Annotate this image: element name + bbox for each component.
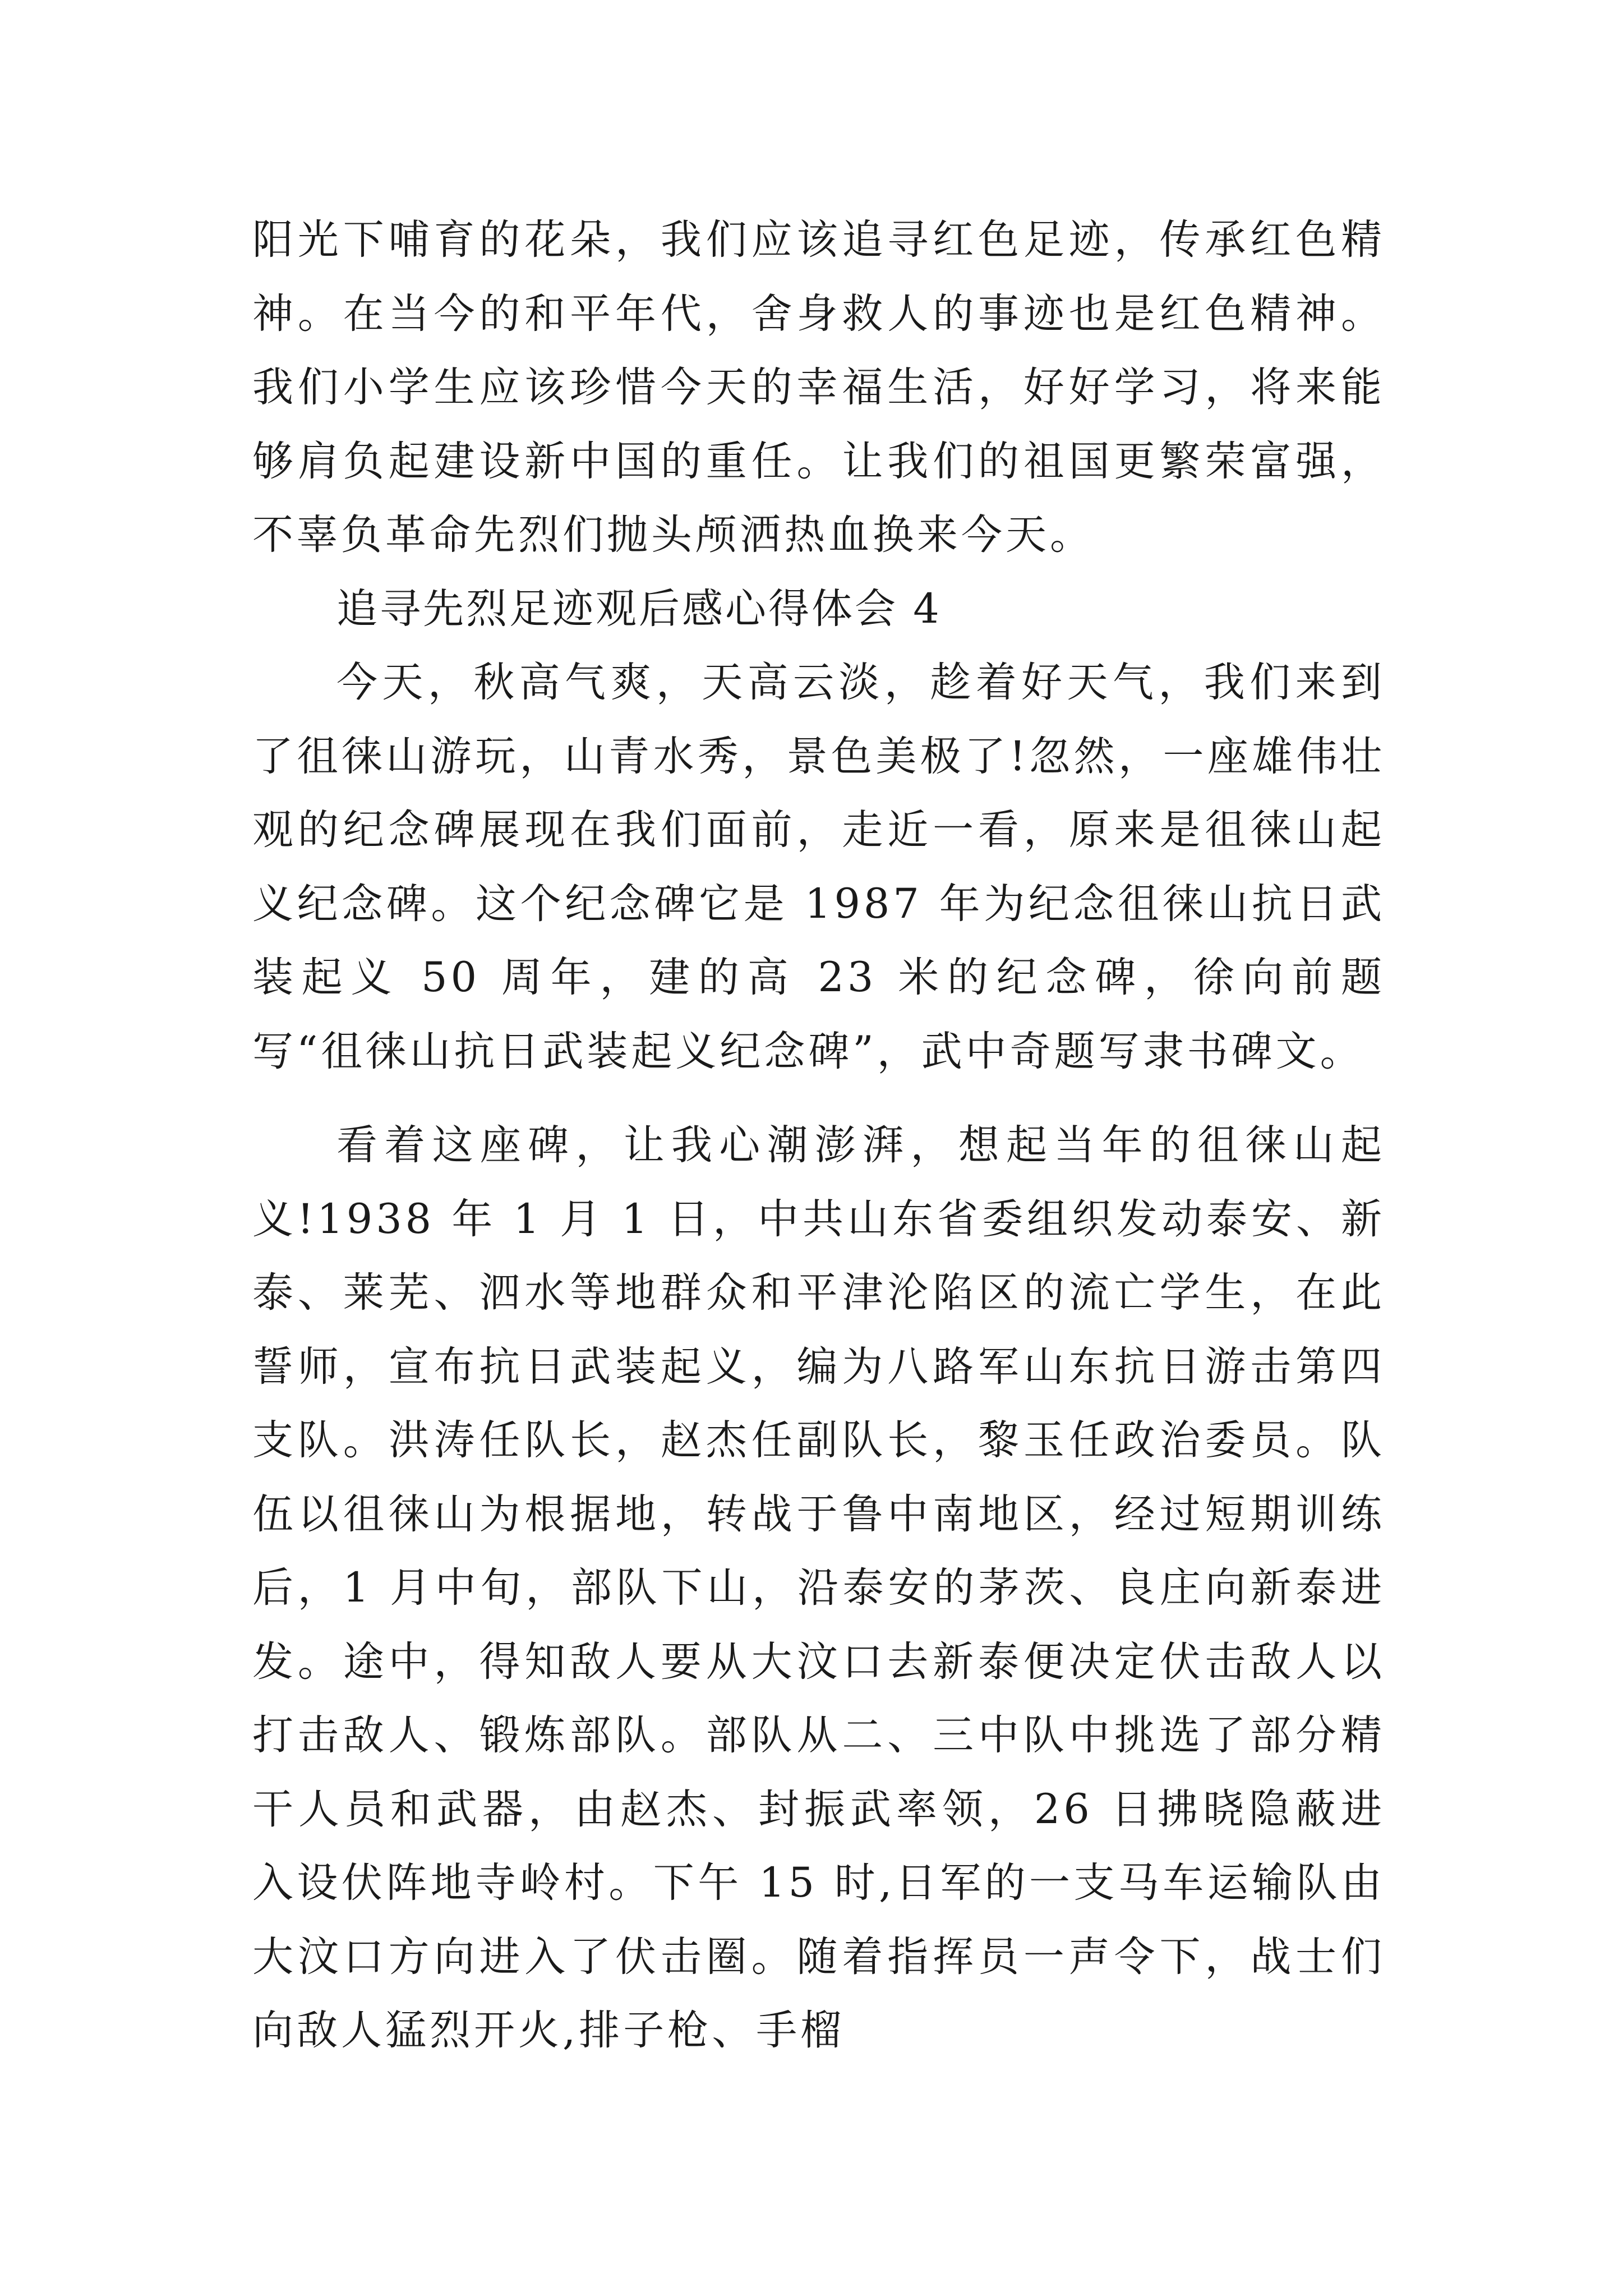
paragraph-monument: 今天，秋高气爽，天高云淡，趁着好天气，我们来到了徂徕山游玩，山青水秀，景色美极了!忽然，一座雄伟壮观的纪念碑展现在我们面前，走近一看，原来是徂徕山起义纪念碑。这个纪念碑它是 1987 年为纪念徂徕山抗日武装起义 50 周年，建的高 23 米的纪念碑，徐向前题写“徂徕山抗日武装起义纪念碑”，武中奇题写隶书碑文。: [252, 659, 1385, 1075]
paragraph-continuation: 阳光下哺育的花朵，我们应该追寻红色足迹，传承红色精神。在当今的和平年代，舍身救人的事迹也是红色精神。我们小学生应该珍惜今天的幸福生活，好好学习，将来能够肩负起建设新中国的重任。让我们的祖国更繁荣富强，不辜负革命先烈们抛头颅洒热血换来今天。: [252, 216, 1385, 559]
section-heading: 追寻先烈足迹观后感心得体会 4: [336, 585, 942, 633]
paragraph-uprising: 看着这座碑，让我心潮澎湃，想起当年的徂徕山起义!1938 年 1 月 1 日，中共山东省委组织发动泰安、新泰、莱芜、泗水等地群众和平津沦陷区的流亡学生，在此誓师，宣布抗日武装起义，编为八路军山东抗日游击第四支队。洪涛任队长，赵杰任副队长，黎玉任政治委员。队伍以徂徕山为根据地，转战于鲁中南地区，经过短期训练后，1 月中旬，部队下山，沿泰安的茅茨、良庄向新泰进发。途中，得知敌人要从大汶口去新泰便决定伏击敌人以打击敌人、锻炼部队。部队从二、三中队中挑选了部分精干人员和武器，由赵杰、封振武率领，26 日拂晓隐蔽进入设伏阵地寺岭村。下午 15 时,日军的一支马车运输队由大汶口方向进入了伏击圈。随着指挥员一声令下，战士们向敌人猛烈开火,排子枪、手榴: [252, 1121, 1385, 2054]
document-body: [252, 203, 1385, 2068]
